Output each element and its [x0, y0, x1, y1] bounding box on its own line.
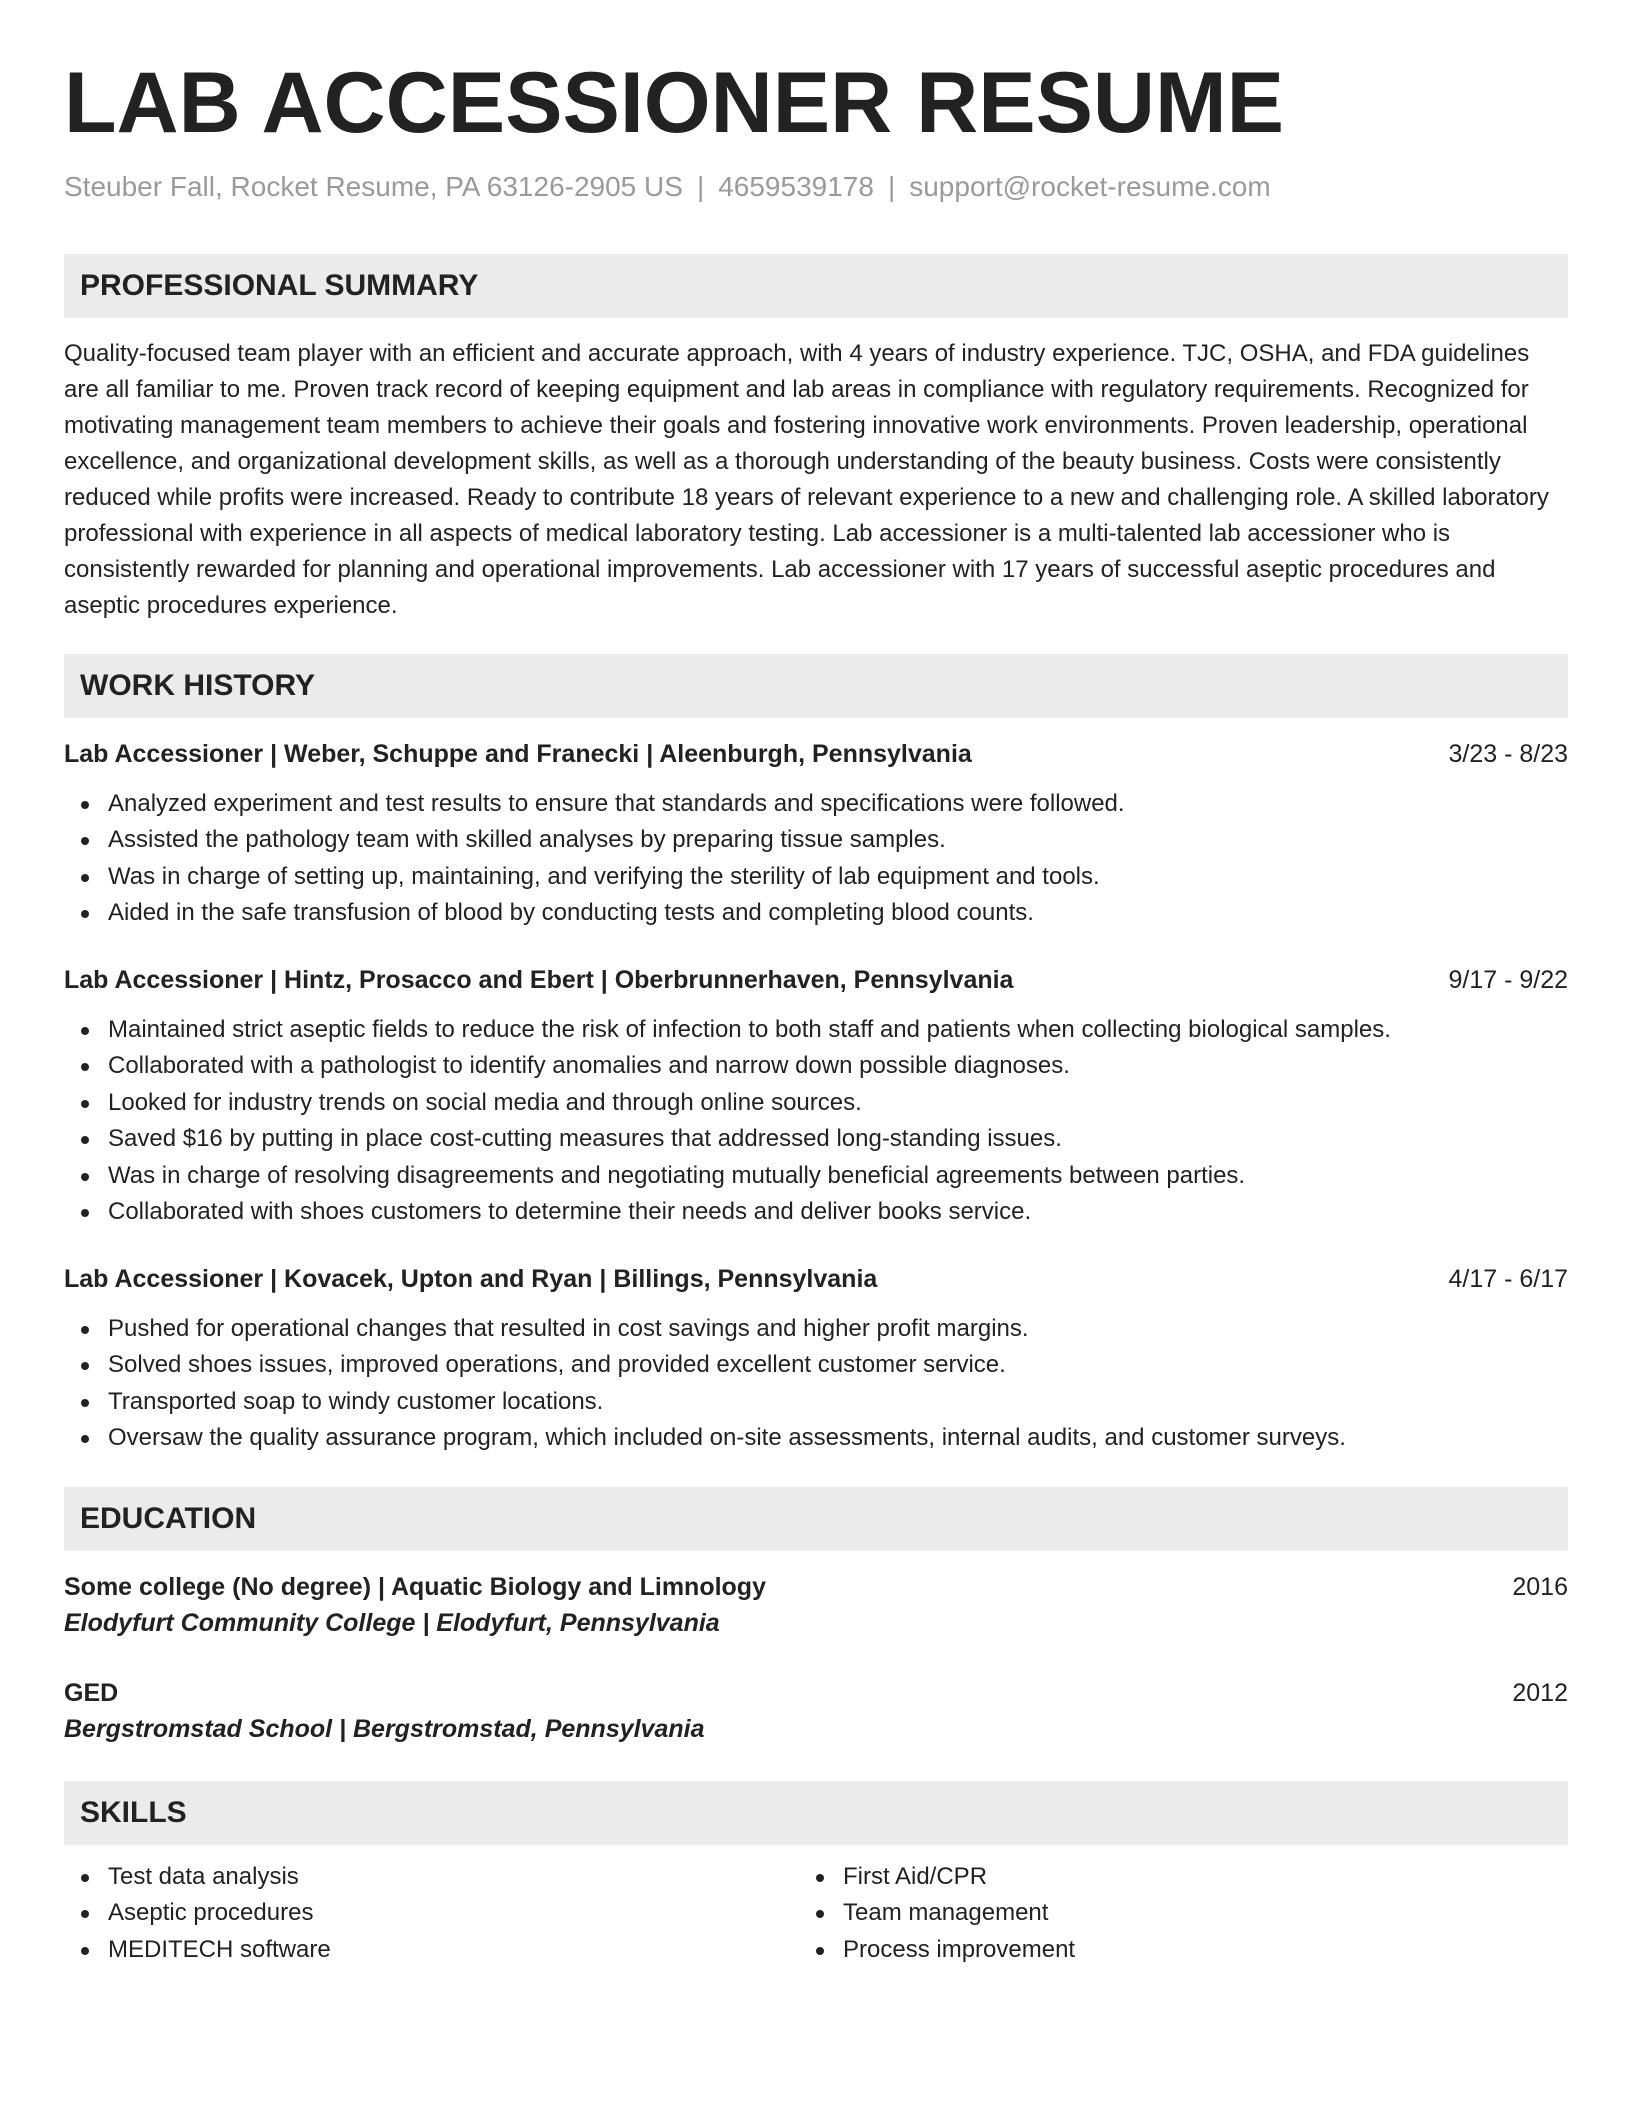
job-bullets	[64, 786, 1568, 932]
job-bullet: Saved $16 by putting in place cost-cutting measures that addressed long-standing issues.	[64, 1121, 1568, 1158]
section-heading-skills: SKILLS	[64, 1781, 1568, 1845]
summary-text: Quality-focused team player with an efficient and accurate approach, with 4 years of industry experience. TJC, OSHA, and FDA guidelines are all familiar to me. Proven track record of keeping equipment and lab areas in compliance with regulatory requirements. Recognized for motivating management team members to achieve their goals and fostering innovative work environments. Proven leadership, operational excellence, and organizational development skills, as well as a thorough understanding of the beauty business. Costs were consistently reduced while profits were increased. Ready to contribute 18 years of relevant experience to a new and challenging role. A skilled laboratory professional with experience in all aspects of medical laboratory testing. Lab accessioner is a multi-talented lab accessioner who is consistently rewarded for planning and operational improvements. Lab accessioner with 17 years of successful aseptic procedures and aseptic procedures experience.	[64, 339, 1549, 619]
education-year: 2016	[1512, 1572, 1568, 1601]
job-entry	[64, 736, 1568, 932]
skill-item: Team management	[799, 1895, 1534, 1932]
section-heading-education: EDUCATION	[64, 1487, 1568, 1551]
education-entry	[64, 1675, 1568, 1747]
job-bullet: Analyzed experiment and test results to ensure that standards and specifications were followed.	[64, 786, 1568, 823]
skill-item: MEDITECH software	[64, 1932, 799, 1969]
job-bullet: Transported soap to windy customer locations.	[64, 1384, 1568, 1421]
job-entry	[64, 1261, 1568, 1457]
job-bullet: Maintained strict aseptic fields to reduce the risk of infection to both staff and patients when collecting biological samples.	[64, 1012, 1568, 1049]
job-dates: 4/17 - 6/17	[1448, 1264, 1568, 1293]
contact-address: Steuber Fall, Rocket Resume, PA 63126-2905 US	[64, 171, 683, 202]
contact-phone: 4659539178	[718, 171, 874, 202]
contact-separator: |	[696, 171, 705, 202]
job-bullets	[64, 1311, 1568, 1457]
job-bullet: Looked for industry trends on social media and through online sources.	[64, 1085, 1568, 1122]
education-school: Bergstromstad School | Bergstromstad, Pennsylvania	[64, 1714, 705, 1743]
job-title: Lab Accessioner | Hintz, Prosacco and Ebert | Oberbrunnerhaven, Pennsylvania	[64, 965, 1014, 994]
resume-title: LAB ACCESSIONER RESUME	[64, 55, 1285, 151]
education-entry	[64, 1569, 1568, 1641]
job-bullet: Collaborated with a pathologist to identify anomalies and narrow down possible diagnoses.	[64, 1048, 1568, 1085]
job-bullet: Aided in the safe transfusion of blood by conducting tests and completing blood counts.	[64, 895, 1568, 932]
skill-item: Aseptic procedures	[64, 1895, 799, 1932]
skill-item: Process improvement	[799, 1932, 1534, 1969]
section-heading-summary: PROFESSIONAL SUMMARY	[64, 254, 1568, 318]
job-bullets	[64, 1012, 1568, 1231]
skill-item: Test data analysis	[64, 1859, 799, 1896]
contact-email[interactable]: support@rocket-resume.com	[909, 171, 1271, 202]
contact-separator: |	[887, 171, 896, 202]
job-bullet: Was in charge of resolving disagreements and negotiating mutually beneficial agreements between parties.	[64, 1158, 1568, 1195]
education-degree: Some college (No degree) | Aquatic Biology and Limnology	[64, 1572, 766, 1601]
education-school: Elodyfurt Community College | Elodyfurt, Pennsylvania	[64, 1608, 720, 1637]
job-dates: 3/23 - 8/23	[1448, 739, 1568, 768]
education-year: 2012	[1512, 1678, 1568, 1707]
job-title: Lab Accessioner | Kovacek, Upton and Ryan | Billings, Pennsylvania	[64, 1264, 878, 1293]
contact-line	[64, 170, 1568, 204]
skill-item: First Aid/CPR	[799, 1859, 1534, 1896]
job-bullet: Was in charge of setting up, maintaining, and verifying the sterility of lab equipment and tools.	[64, 859, 1568, 896]
job-bullet: Collaborated with shoes customers to determine their needs and deliver books service.	[64, 1194, 1568, 1231]
job-entry	[64, 962, 1568, 1231]
job-bullet: Solved shoes issues, improved operations, and provided excellent customer service.	[64, 1347, 1568, 1384]
job-dates: 9/17 - 9/22	[1448, 965, 1568, 994]
education-degree: GED	[64, 1678, 119, 1707]
job-bullet: Oversaw the quality assurance program, which included on-site assessments, internal audits, and customer surveys.	[64, 1420, 1568, 1457]
job-bullet: Assisted the pathology team with skilled analyses by preparing tissue samples.	[64, 822, 1568, 859]
section-heading-work-history: WORK HISTORY	[64, 654, 1568, 718]
skills-list	[64, 1859, 1568, 1969]
skills-column-right	[799, 1859, 1534, 1969]
job-title: Lab Accessioner | Weber, Schuppe and Franecki | Aleenburgh, Pennsylvania	[64, 739, 972, 768]
job-bullet: Pushed for operational changes that resulted in cost savings and higher profit margins.	[64, 1311, 1568, 1348]
skills-column-left	[64, 1859, 799, 1969]
